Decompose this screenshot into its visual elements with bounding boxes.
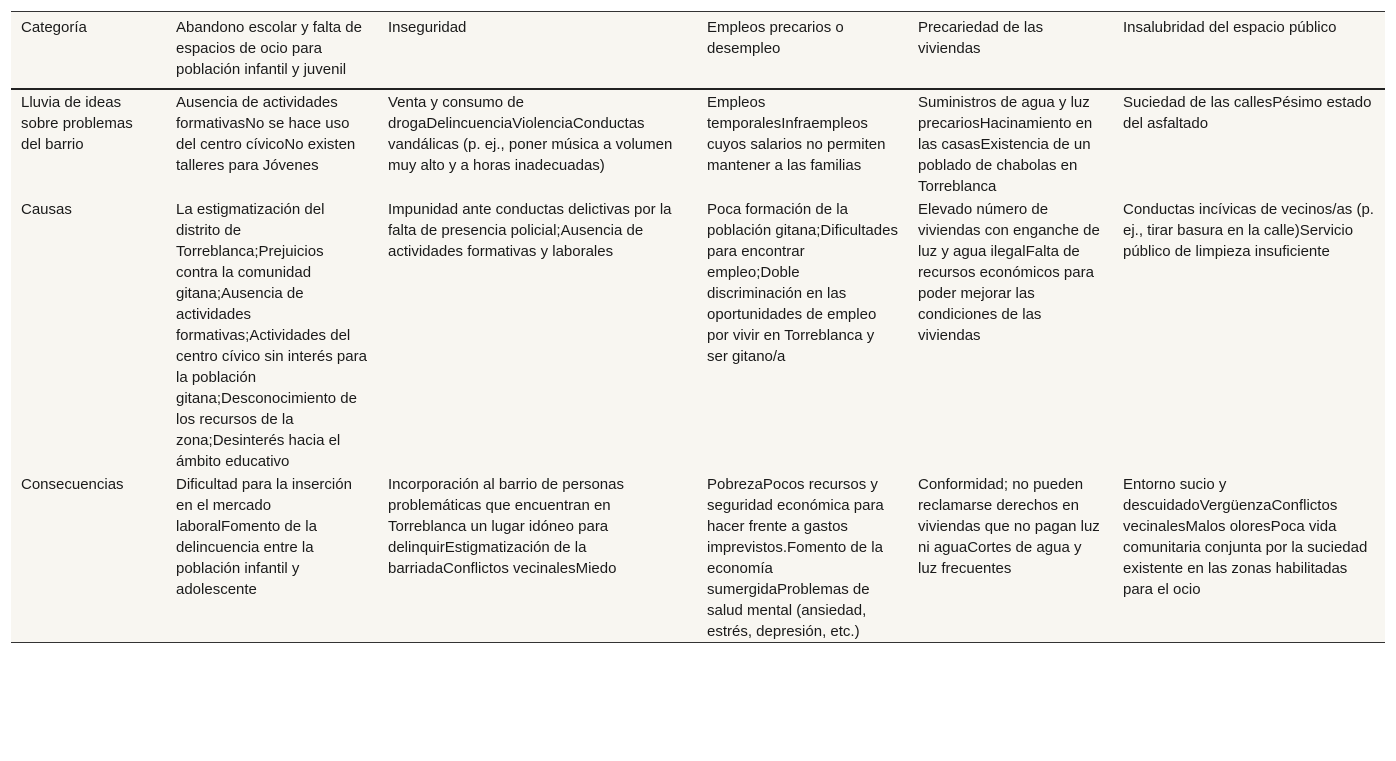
table-cell: Poca formación de la población gitana;Dificultades para encontrar empleo;Doble discriminación en las oportunidades de empleo por vivir en Torreblanca y ser gitano/a: [707, 201, 898, 365]
table-row-lluvia-de-ideas: [11, 89, 1385, 197]
table-cell: Venta y consumo de drogaDelincuenciaViolenciaConductas vandálicas (p. ej., poner música a volumen muy alto y a horas inadecuadas): [388, 94, 673, 174]
header-inseguridad: Inseguridad: [378, 12, 697, 89]
header-precariedad-viviendas: Precariedad de las viviendas: [908, 12, 1113, 89]
table-cell: Elevado número de viviendas con enganche de luz y agua ilegalFalta de recursos económicos para poder mejorar las condiciones de las viviendas: [918, 201, 1100, 344]
table-cell: Conformidad; no pueden reclamarse derechos en viviendas que no pagan luz ni aguaCortes de agua y luz frecuentes: [918, 476, 1100, 577]
header-insalubridad: Insalubridad del espacio público: [1113, 12, 1385, 89]
table-header: [11, 12, 1385, 89]
row-category: Causas: [21, 201, 72, 218]
table-body: [11, 89, 1385, 642]
table-cell: Incorporación al barrio de personas problemáticas que encuentran en Torreblanca un lugar idóneo para delinquirEstigmatización de la barriadaConflictos vecinalesMiedo: [388, 476, 624, 577]
header-abandono-escolar: Abandono escolar y falta de espacios de ocio para población infantil y juvenil: [166, 12, 378, 89]
problems-table: [11, 12, 1385, 642]
table-row-consecuencias: [11, 472, 1385, 642]
table-cell: Conductas incívicas de vecinos/as (p. ej., tirar basura en la calle)Servicio público de limpieza insuficiente: [1123, 201, 1374, 260]
table-cell: Dificultad para la inserción en el mercado laboralFomento de la delincuencia entre la población infantil y adolescente: [176, 476, 352, 598]
table-cell: Entorno sucio y descuidadoVergüenzaConflictos vecinalesMalos oloresPoca vida comunitaria conjunta por la suciedad existente en las zonas habilitadas para el ocio: [1123, 476, 1368, 598]
table-cell: Impunidad ante conductas delictivas por la falta de presencia policial;Ausencia de actividades formativas y laborales: [388, 201, 672, 260]
table-cell: Suciedad de las callesPésimo estado del asfaltado: [1123, 94, 1372, 132]
table-cell: Empleos temporalesInfraempleos cuyos salarios no permiten mantener a las familias: [707, 94, 886, 174]
problems-table-container: [11, 11, 1385, 643]
row-category: Lluvia de ideas sobre problemas del barrio: [21, 94, 133, 153]
header-empleos-precarios: Empleos precarios o desempleo: [697, 12, 908, 89]
table-cell: La estigmatización del distrito de Torreblanca;Prejuicios contra la comunidad gitana;Ausencia de actividades formativas;Actividades del centro cívico sin interés para la población gitana;Desconocimiento de los recursos de la zona;Desinterés hacia el ámbito educativo: [176, 201, 367, 470]
table-cell: Suministros de agua y luz precariosHacinamiento en las casasExistencia de un poblado de chabolas en Torreblanca: [918, 94, 1093, 195]
header-row: [11, 12, 1385, 89]
table-cell: Ausencia de actividades formativasNo se hace uso del centro cívicoNo existen talleres para Jóvenes: [176, 94, 356, 174]
row-category: Consecuencias: [21, 476, 124, 493]
table-cell: PobrezaPocos recursos y seguridad económica para hacer frente a gastos imprevistos.Fomento de la economía sumergidaProblemas de salud mental (ansiedad, estrés, depresión, etc.): [707, 476, 884, 640]
header-categoria: Categoría: [11, 12, 166, 89]
table-row-causas: [11, 197, 1385, 472]
